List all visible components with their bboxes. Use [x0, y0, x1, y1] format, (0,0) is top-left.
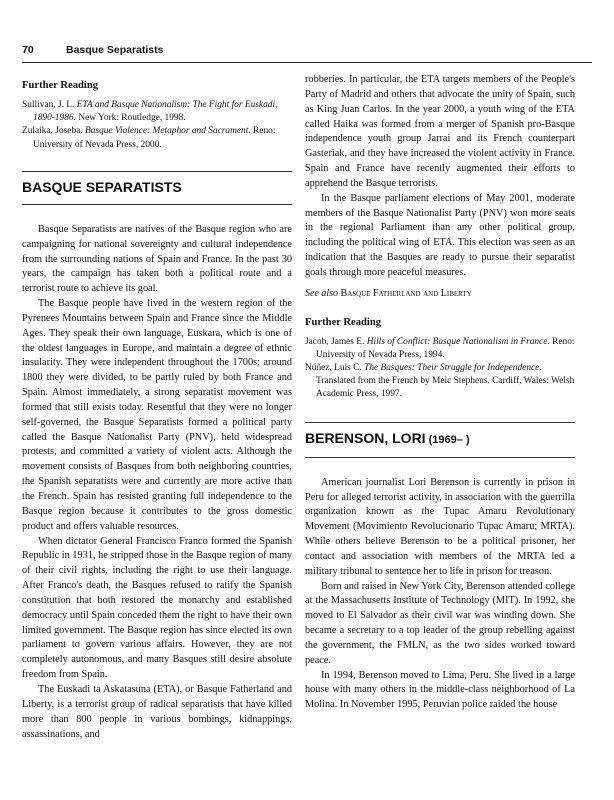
- see-also: [305, 287, 575, 302]
- body-paragraph: When dictator General Francisco Franco formed the Spanish Republic in 1931, he stripped those in the Basque region of many of their civil rights, including the right to use their language. After Franco's death, the Basques refused to ratify the Spanish constitution that both restored the monarchy and established democracy until Spain conceded them the right to have their own limited government. The Basque region has since elected its own parliament to govern various affairs. However, they are not completely autonomous, and many Basques still desire absolute freedom from Spain.: [22, 535, 292, 681]
- see-also-label: See also: [305, 287, 339, 299]
- reference-publisher: New York: Routledge, 1998.: [75, 113, 186, 124]
- section-title-dates: (1969– ): [425, 433, 470, 446]
- page-number: 70: [22, 44, 34, 56]
- section-title-name: BERENSON, LORI: [305, 429, 426, 446]
- body-paragraph: In the Basque parliament elections of May 2001, moderate members of the Basque Nationalist Party (PNV) won more seats in the regional Parliament than any other political group, including the political wing of ETA. This election was seen as an indication that the Basques are ready to pursue their separatist goals through more peaceful measures.: [305, 192, 575, 278]
- section-rule-top: [22, 171, 292, 172]
- body-paragraph: Basque Separatists are natives of the Basque region who are campaigning for national sovereignty and cultural independence from the surrounding nations of Spain and France. In the past 30 years, the campaign has taken both a political route and a terrorist route to achieve its goal.: [22, 223, 292, 295]
- reference-title: Hills of Conflict: Basque Nationalism in France.: [366, 336, 550, 347]
- section-title: [305, 429, 575, 449]
- body-paragraph: The Euskadi ta Askatasuna (ETA), or Basque Fatherland and Liberty, is a terrorist group of radical separatists that have killed more than 800 people in various bombings, kidnappings, assassinations, and: [22, 683, 292, 740]
- reference-entry: [22, 125, 292, 151]
- section-rule-bottom: [305, 457, 575, 458]
- reference-entry: [22, 99, 292, 125]
- reference-author: Zulaika, Joseba.: [22, 126, 86, 137]
- see-also-link[interactable]: Basque Fatherland and Liberty: [340, 287, 472, 299]
- reference-title: ETA and Basque Nationalism: The Fight for Euskadi, 1890-1986.: [33, 100, 278, 124]
- reference-author: Jacob, James E.: [305, 336, 367, 347]
- reference-publisher: Reno: University of Nevada Press, 2000.: [33, 126, 276, 150]
- body-paragraph: In 1994, Berenson moved to Lima, Peru. She lived in a large house with many others in the middle-class neighborhood of La Molina. In November 1995, Peruvian police raided the house: [305, 669, 575, 711]
- reference-publisher: Reno: University of Nevada Press, 1994.: [316, 336, 575, 360]
- further-reading-heading: Further Reading: [305, 316, 382, 328]
- further-reading-heading: Further Reading: [22, 80, 99, 91]
- right-column: [305, 73, 575, 713]
- header-rule: [22, 62, 592, 63]
- reference-title: The Basques: Their Struggle for Independence.: [364, 363, 542, 374]
- reference-publisher: Translated from the French by Meic Stephens. Cardiff, Wales: Welsh Academic Press, 1997.: [316, 376, 575, 400]
- running-title: Basque Separatists: [66, 44, 164, 56]
- reference-author: Sullivan, J. L.: [22, 100, 77, 110]
- reference-title: Basque Violence: Metaphor and Sacrament.: [85, 126, 251, 137]
- reference-author: Núñez, Luis C.: [305, 363, 365, 374]
- running-header: [22, 44, 592, 62]
- body-paragraph: Born and raised in New York City, Berenson attended college at the Massachusetts Institute of Technology (MIT). In 1992, she moved to El Salvador as their civil war was winding down. She became a secretary to a top leader of the group rebelling against the government, the FMLN, as the two sides worked toward peace.: [305, 580, 575, 666]
- body-paragraph: American journalist Lori Berenson is currently in prison in Peru for alleged terrorist activity, in association with the guerrilla organization known as the Tupac Amaru Revolutionary Movement (Movimiento Revolucionario Tupac Amaru; MRTA). While others believe Berenson to be a political prisoner, her contact and association with members of the MRTA led a military tribunal to sentence her to life in prison for treason.: [305, 476, 575, 577]
- body-paragraph: robberies. In particular, the ETA targets members of the People's Party of Madrid and others that advocate the unity of Spain, such as King Juan Carlos. In the year 2000, a youth wing of the ETA called Haika was formed from a merger of Spanish pro-Basque independence youth group Jarrai and its French counterpart Gasteriak, and they have increased the violent activity in France. Spain and France have recently augmented their efforts to apprehend the Basque terrorists.: [305, 74, 575, 189]
- section-rule-bottom: [22, 204, 292, 205]
- reference-entry: [305, 336, 575, 362]
- section-rule-top: [305, 422, 575, 423]
- body-paragraph: The Basque people have lived in the western region of the Pyrenees Mountains between Spain and France since the Middle Ages. They speak their own language, Euskara, which is one of the oldest languages in Europe, and maintain a degree of ethnic insularity. They were independent throughout the 1700s; around 1800 they were divided, to be partly ruled by both France and Spain. Almost immediately, a strong separatist movement was formed that still exists today. Resentful that they were no longer self-governed, the Basque Separatists formed a political party called the Basque Nationalist Party (PNV), held widespread protests, and committed a variety of violent acts. Although the movement consists of Basques from both neighboring countries, the Spanish separatists were and currently are more active than the French. Spain has resisted granting full independence to the Basque region because it contributes to the gross domestic product and offers valuable resources.: [22, 298, 292, 532]
- left-column: [22, 73, 292, 742]
- reference-entry: [305, 362, 575, 402]
- section-title: BASQUE SEPARATISTS: [22, 178, 182, 195]
